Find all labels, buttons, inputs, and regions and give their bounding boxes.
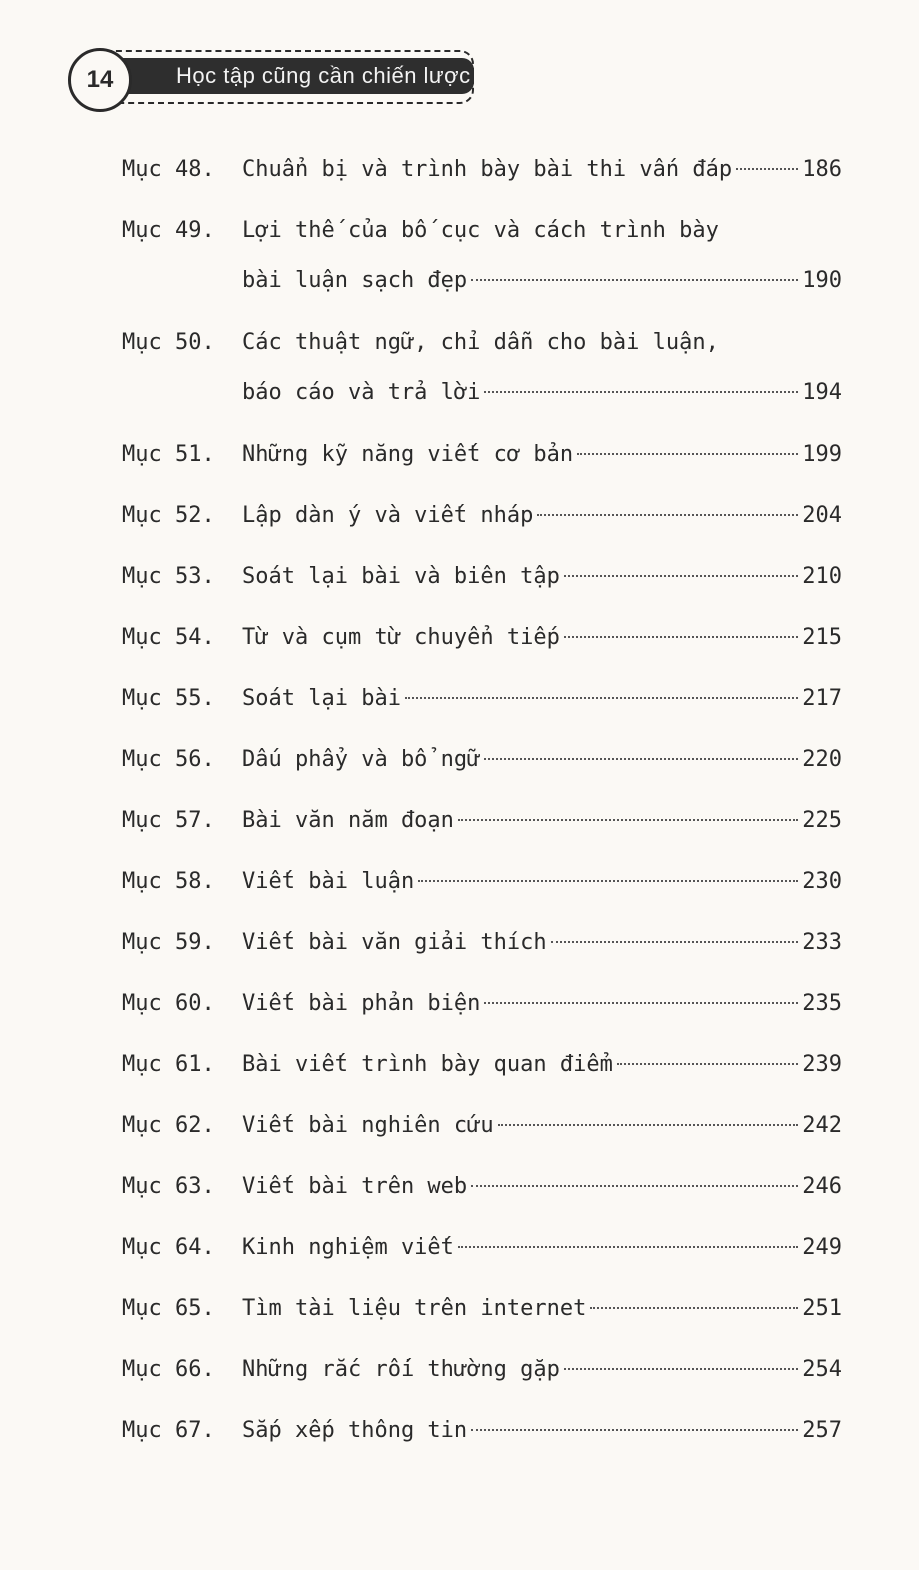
toc-leader-dots xyxy=(484,758,798,760)
toc-section-label: Mục 61. xyxy=(122,1052,215,1077)
toc-section-label: Mục 58. xyxy=(122,869,215,894)
toc-page-number: 235 xyxy=(802,991,842,1016)
toc-section-label: Mục 63. xyxy=(122,1174,215,1199)
toc-section-label: Mục 67. xyxy=(122,1418,215,1443)
toc-entry-61 xyxy=(122,1040,842,1101)
toc-leader-dots xyxy=(736,168,798,170)
toc-leader-dots xyxy=(458,1246,798,1248)
running-header xyxy=(68,48,480,110)
toc-title-line-1: Các thuật ngữ, chỉ dẫn cho bài luận, xyxy=(242,330,719,355)
toc-page-number: 215 xyxy=(802,625,842,650)
running-title-bar xyxy=(106,58,474,94)
toc-section-label: Mục 49. xyxy=(122,218,215,243)
toc-entry-51 xyxy=(122,430,842,491)
toc-page-number: 233 xyxy=(802,930,842,955)
toc-title: Chuẩn bị và trình bày bài thi vấn đáp xyxy=(242,157,733,182)
toc-leader-dots xyxy=(498,1124,799,1126)
toc-entry-58 xyxy=(122,857,842,918)
toc-entry-50 xyxy=(122,318,842,430)
toc-section-label: Mục 53. xyxy=(122,564,215,589)
toc-leader-dots xyxy=(405,697,798,699)
toc-title: Soát lại bài xyxy=(242,686,401,711)
toc-section-label: Mục 50. xyxy=(122,330,215,355)
toc-leader-dots xyxy=(484,391,798,393)
toc-leader-dots xyxy=(471,1185,798,1187)
toc-entry-60 xyxy=(122,979,842,1040)
toc-title: Từ và cụm từ chuyển tiếp xyxy=(242,625,560,650)
toc-title: Viết bài phản biện xyxy=(242,991,481,1016)
toc-section-label: Mục 54. xyxy=(122,625,215,650)
toc-leader-dots xyxy=(617,1063,798,1065)
toc-leader-dots xyxy=(564,636,798,638)
page-number: 14 xyxy=(86,66,114,93)
toc-entry-49 xyxy=(122,206,842,318)
toc-page-number: 251 xyxy=(802,1296,842,1321)
toc-section-label: Mục 51. xyxy=(122,442,215,467)
toc-title: Viết bài luận xyxy=(242,869,415,894)
toc-leader-dots xyxy=(590,1307,798,1309)
toc-page-number: 257 xyxy=(802,1418,842,1443)
toc-title: báo cáo và trả lời xyxy=(242,380,481,405)
toc-entry-56 xyxy=(122,735,842,796)
toc-section-label: Mục 57. xyxy=(122,808,215,833)
toc-section-label: Mục 59. xyxy=(122,930,215,955)
toc-title: Tìm tài liệu trên internet xyxy=(242,1296,587,1321)
toc-leader-dots xyxy=(471,279,798,281)
toc-page-number: 230 xyxy=(802,869,842,894)
toc-entry-48 xyxy=(122,145,842,206)
toc-title: bài luận sạch đẹp xyxy=(242,268,468,293)
toc-title: Viết bài văn giải thích xyxy=(242,930,547,955)
toc-section-label: Mục 48. xyxy=(122,157,215,182)
toc-title: Dấu phẩy và bổ ngữ xyxy=(242,747,481,772)
toc-section-label: Mục 62. xyxy=(122,1113,215,1138)
toc-page-number: 239 xyxy=(802,1052,842,1077)
running-title: Học tập cũng cần chiến lược xyxy=(176,63,471,88)
toc-leader-dots xyxy=(484,1002,798,1004)
toc-title: Những rắc rối thường gặp xyxy=(242,1357,560,1382)
toc-leader-dots xyxy=(577,453,798,455)
toc-leader-dots xyxy=(551,941,799,943)
toc-title: Soát lại bài và biên tập xyxy=(242,564,560,589)
toc-section-label: Mục 56. xyxy=(122,747,215,772)
toc-entry-66 xyxy=(122,1345,842,1406)
page-number-badge xyxy=(68,48,132,112)
toc-title: Bài văn năm đoạn xyxy=(242,808,454,833)
toc-leader-dots xyxy=(537,514,798,516)
toc-section-label: Mục 60. xyxy=(122,991,215,1016)
toc-page-number: 246 xyxy=(802,1174,842,1199)
toc-page-number: 220 xyxy=(802,747,842,772)
toc-title: Bài viết trình bày quan điểm xyxy=(242,1052,613,1077)
toc-entry-54 xyxy=(122,613,842,674)
toc-entry-63 xyxy=(122,1162,842,1223)
toc-title: Viết bài trên web xyxy=(242,1174,468,1199)
toc-leader-dots xyxy=(458,819,798,821)
toc-section-label: Mục 66. xyxy=(122,1357,215,1382)
toc-title: Sắp xếp thông tin xyxy=(242,1418,468,1443)
toc-page-number: 249 xyxy=(802,1235,842,1260)
toc-page-number: 242 xyxy=(802,1113,842,1138)
toc-entry-55 xyxy=(122,674,842,735)
toc-section-label: Mục 55. xyxy=(122,686,215,711)
toc-leader-dots xyxy=(564,1368,798,1370)
toc-leader-dots xyxy=(418,880,798,882)
toc-entry-67 xyxy=(122,1406,842,1467)
toc-leader-dots xyxy=(471,1429,798,1431)
toc-title: Viết bài nghiên cứu xyxy=(242,1113,494,1138)
toc-page-number: 194 xyxy=(802,380,842,405)
toc-page-number: 186 xyxy=(802,157,842,182)
toc-page-number: 217 xyxy=(802,686,842,711)
toc-page-number: 210 xyxy=(802,564,842,589)
toc-title: Kinh nghiệm viết xyxy=(242,1235,454,1260)
toc-title: Những kỹ năng viết cơ bản xyxy=(242,442,574,467)
toc-page-number: 225 xyxy=(802,808,842,833)
toc-entry-64 xyxy=(122,1223,842,1284)
toc-page-number: 254 xyxy=(802,1357,842,1382)
toc-entry-57 xyxy=(122,796,842,857)
table-of-contents xyxy=(122,145,842,1467)
toc-section-label: Mục 64. xyxy=(122,1235,215,1260)
toc-page-number: 199 xyxy=(802,442,842,467)
toc-entry-53 xyxy=(122,552,842,613)
toc-entry-65 xyxy=(122,1284,842,1345)
toc-entry-52 xyxy=(122,491,842,552)
toc-entry-59 xyxy=(122,918,842,979)
toc-section-label: Mục 52. xyxy=(122,503,215,528)
toc-title: Lập dàn ý và viết nháp xyxy=(242,503,534,528)
toc-page-number: 204 xyxy=(802,503,842,528)
toc-page-number: 190 xyxy=(802,268,842,293)
toc-section-label: Mục 65. xyxy=(122,1296,215,1321)
toc-leader-dots xyxy=(564,575,798,577)
toc-entry-62 xyxy=(122,1101,842,1162)
toc-title-line-1: Lợi thế của bố cục và cách trình bày xyxy=(242,218,719,243)
